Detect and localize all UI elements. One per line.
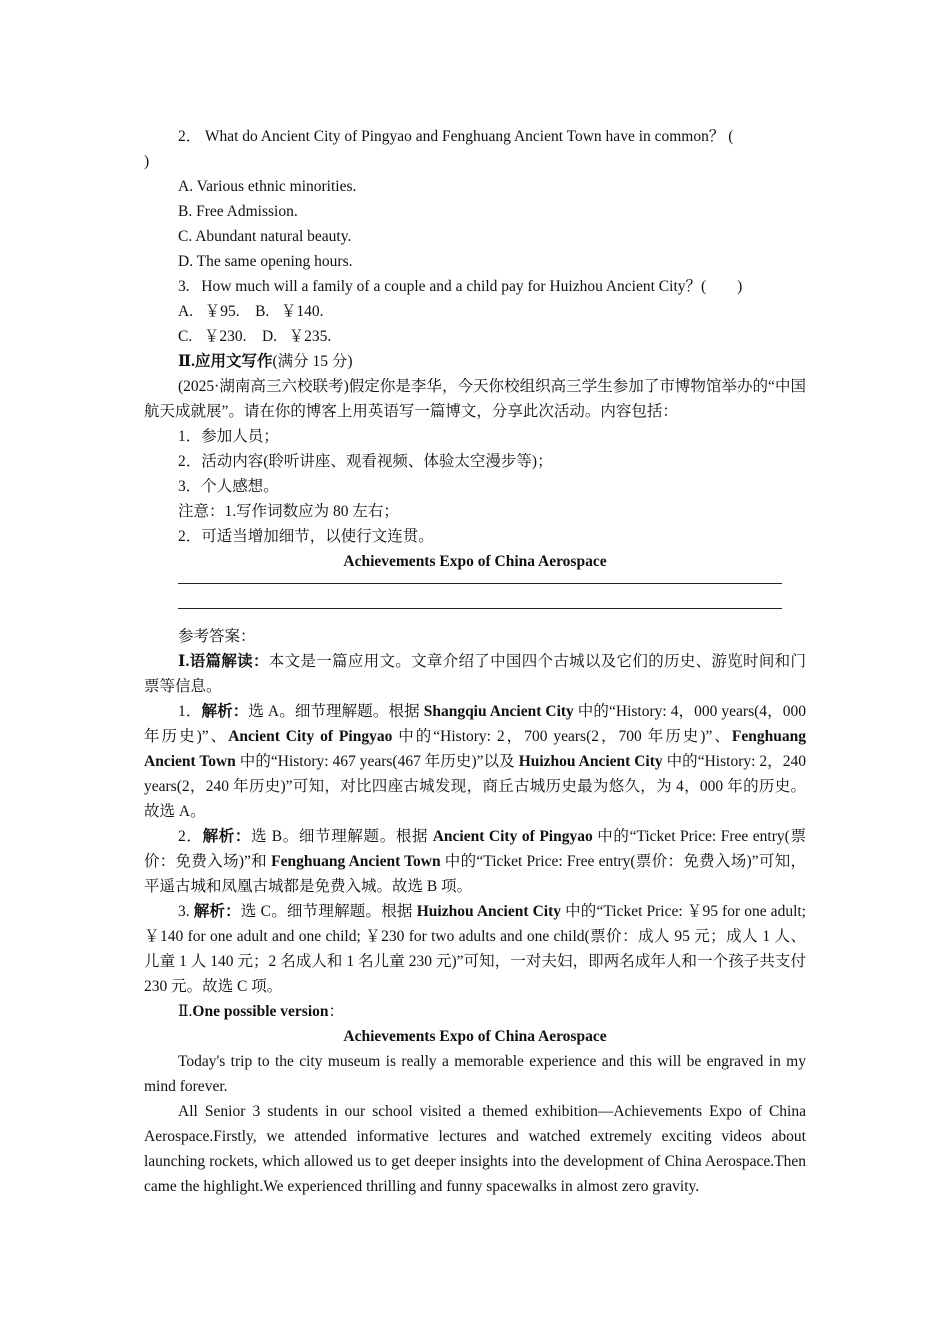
answer-1-number: 1． [178, 703, 202, 720]
answer-1-bold: Fenghuang Ancient Town [144, 728, 807, 770]
answer-1-text: 中的“History: 467 years(467 年历史)”以及 [235, 753, 519, 770]
essay-paragraph-2: All Senior 3 students in our school visited a themed exhibition—Achievements Expo of China Aerospace.Firstly, we attended informative lectures and watched extremely exciting videos about launching rockets, which allowed us to get deeper insights into the development of China Aerospace.Then came the highlight.We experienced thrilling and funny spacewalks in almost zero gravity. [144, 1103, 806, 1195]
question-3-options-row-2: C. ￥230. D. ￥235. [178, 328, 332, 345]
question-2-stem: 2． What do Ancient City of Pingyao and Fenghuang Ancient Town have in common？ ( [178, 128, 734, 145]
writing-note-2: 2．可适当增加细节，以使行文连贯。 [178, 528, 434, 545]
writing-title: Achievements Expo of China Aerospace [343, 553, 607, 570]
reading-text: 本文是一篇应用文。文章介绍了中国四个古城以及它们的历史、游览时间和门票等信息。 [144, 653, 806, 695]
writing-point-2: 2．活动内容(聆听讲座、观看视频、体验太空漫步等)； [178, 453, 553, 470]
possible-version-heading [144, 999, 806, 1024]
answer-3-bold: Huizhou Ancient City [416, 903, 561, 920]
question-2-option-a: A. Various ethnic minorities. [178, 178, 357, 195]
answer-1-bold: Shangqiu Ancient City [423, 703, 574, 720]
answer-3-label: 解析： [193, 903, 241, 920]
answer-2-bold: Ancient City of Pingyao [432, 828, 593, 845]
answer-1-bold: Ancient City of Pingyao [228, 728, 393, 745]
question-2-stem-tail: ) [144, 153, 150, 170]
possible-version-label: Ⅱ. [178, 1003, 193, 1020]
question-2-option-d: D. The same opening hours. [178, 253, 353, 270]
answer-2-text: 选 B。细节理解题。根据 [251, 828, 433, 845]
question-3-stem: 3. How much will a family of a couple and a child pay for Huizhou Ancient City？( ) [178, 278, 743, 295]
writing-prompt: (2025·湖南高三六校联考)假定你是李华，今天你校组织高三学生参加了市博物馆举办的“中国航天成就展”。请在你的博客上用英语写一篇博文，分享此次活动。内容包括： [144, 378, 806, 420]
writing-point-1: 1．参加人员； [178, 428, 279, 445]
answer-1-text: 选 A。细节理解题。根据 [248, 703, 424, 720]
question-2-option-b: B. Free Admission. [178, 203, 298, 220]
reading-interpretation [144, 649, 806, 699]
possible-version-colon: ： [328, 1003, 345, 1020]
essay-title: Achievements Expo of China Aerospace [343, 1028, 607, 1045]
answer-1-text: 中的“History: 4，000 years(4，000 年历史)”、 [144, 703, 806, 745]
writing-note-1: 注意：1.写作词数应为 80 左右； [178, 503, 399, 520]
answer-2-number: 2． [178, 828, 203, 845]
question-3-options-row-1: A. ￥95. B. ￥140. [178, 303, 324, 320]
answer-2 [144, 824, 806, 899]
writing-point-3: 3．个人感想。 [178, 478, 279, 495]
answer-2-text: 中的“Ticket Price: Free entry(票价：免费入场)”和 [144, 828, 806, 870]
answer-1-label: 解析： [201, 703, 249, 720]
answer-3-text: 选 C。细节理解题。根据 [240, 903, 417, 920]
answers-heading: 参考答案： [178, 628, 256, 645]
writing-section-label: Ⅱ.应用文写作 [178, 353, 273, 370]
answer-1-text: 中的“History: 2，700 years(2，700 年历史)”、 [392, 728, 732, 745]
answer-3-text: 中的“Ticket Price: ￥95 for one adult; ￥140 for one adult and one child; ￥230 for two adults and one child(票价：成人 95 元；成人 1 人、儿童 1 人 140 元；2 名成人和 1 名儿童 230 元)”可知，一对夫妇，即两名成年人和一个孩子共支付 230 元。故选 C 项。 [144, 903, 806, 995]
reading-label: Ⅰ.语篇解读： [178, 653, 269, 670]
essay-paragraph-1: Today's trip to the city museum is really a memorable experience and this will be engraved in my mind forever. [144, 1053, 806, 1095]
answer-1-text: 中的“History: 2，240 years(2，240 年历史)”可知，对比四座古城发现，商丘古城历史最为悠久，为 4，000 年的历史。故选 A。 [144, 753, 807, 820]
answer-3 [144, 899, 806, 999]
answer-2-label: 解析： [202, 828, 252, 845]
answer-2-text: 中的“Ticket Price: Free entry(票价：免费入场)”可知，平遥古城和凤凰古城都是免费入城。故选 B 项。 [144, 853, 806, 895]
answer-2-bold: Fenghuang Ancient Town [271, 853, 441, 870]
writing-section-note: (满分 15 分) [272, 353, 353, 370]
question-2-option-c: C. Abundant natural beauty. [178, 228, 352, 245]
answer-3-number: 3. [178, 903, 194, 920]
writing-section-heading [144, 349, 806, 374]
answer-1-bold: Huizhou Ancient City [518, 753, 663, 770]
answer-1 [144, 699, 806, 824]
possible-version-title: One possible version [192, 1003, 329, 1020]
